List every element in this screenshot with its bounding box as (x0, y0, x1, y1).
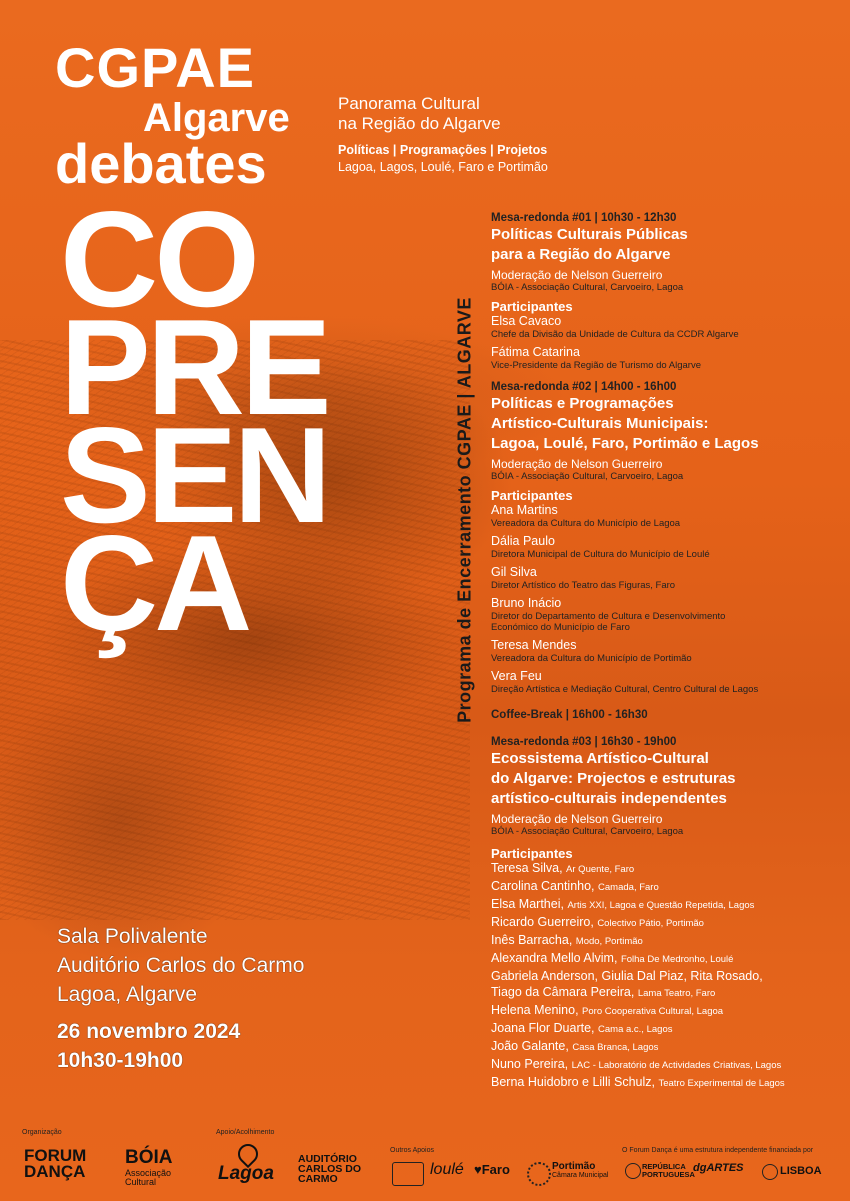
participant-organisation: Casa Branca, Lagos (572, 1042, 659, 1053)
participant-name: Ricardo Guerreiro, (491, 915, 594, 929)
auditorio-logo (298, 1154, 361, 1184)
republica-logo-text: REPÚBLICA (642, 1162, 686, 1171)
footer-logos (0, 1120, 850, 1201)
faro-logo-text: Faro (481, 1162, 510, 1177)
portimao-logo (552, 1162, 608, 1179)
participant-name: Teresa Mendes (491, 638, 577, 652)
session-1-title-2: para a Região do Algarve (491, 246, 671, 263)
participant-name: Joana Flor Duarte, (491, 1021, 595, 1035)
boia-logo-text: BÓIA (125, 1147, 173, 1168)
participant-name: Vera Feu (491, 669, 542, 683)
participant-name: Helena Menino, (491, 1003, 579, 1017)
other-support-label: Outros Apoios (390, 1147, 434, 1154)
participant-organisation: Folha De Medronho, Loulé (620, 954, 734, 965)
participant-name: Fátima Catarina (491, 345, 580, 359)
auditorio-logo-text: CARMO (298, 1173, 338, 1185)
session-2-title-1: Políticas e Programações (491, 395, 674, 412)
participant-name: Teresa Silva, (491, 861, 563, 875)
auditorio-logo-text: AUDITÓRIO (298, 1153, 357, 1165)
participant-organisation: Artis XXI, Lagoa e Questão Repetida, Lagos (567, 900, 755, 911)
session-3-moderation: Moderação de Nelson Guerreiro (491, 812, 663, 826)
participant-role: Diretor Artístico do Teatro das Figuras, Faro (491, 580, 676, 591)
event-subtitle (338, 94, 548, 176)
session-2-moderation: Moderação de Nelson Guerreiro (491, 457, 663, 471)
event-date: 26 novembro 2024 (57, 1020, 241, 1043)
participant-line (491, 950, 841, 968)
participant-name: Inês Barracha, (491, 933, 573, 947)
programme (491, 212, 841, 1092)
participant-line (491, 1002, 841, 1020)
vertical-title-text: Programa de Encerramento CGPAE | ALGARVE (454, 297, 475, 723)
lagoa-logo: Lagoa (218, 1163, 274, 1184)
boia-logo-sub: Associação (125, 1168, 172, 1178)
session-1-moderation-org: BÓIA - Associação Cultural, Carvoeiro, Lagoa (491, 282, 684, 293)
forum-logo-text: FORUM (24, 1146, 87, 1165)
big-word-line: SEN (60, 399, 328, 551)
venue-info (57, 922, 304, 1075)
participant-organisation: Camada, Faro (598, 882, 659, 893)
big-word-line: CO (60, 183, 256, 335)
portimao-logo-text: Portimão (552, 1161, 596, 1172)
session-1-title-1: Políticas Culturais Públicas (491, 226, 688, 243)
forum-danca-logo (24, 1148, 86, 1180)
participant-organisation: Cama a.c., Lagos (598, 1024, 673, 1035)
boia-logo (125, 1148, 173, 1187)
participant-organisation: Modo, Portimão (575, 936, 643, 947)
participant-role: Diretora Municipal de Cultura do Município de Loulé (491, 549, 710, 560)
participant-role: Económico do Município de Faro (491, 622, 630, 633)
participant-name: Carolina Cantinho, (491, 879, 595, 893)
republica-logo (642, 1163, 695, 1179)
title-algarve: Algarve (143, 96, 290, 140)
participant-line (491, 1056, 841, 1074)
participant-name: Tiago da Câmara Pereira, (491, 985, 635, 999)
heart-icon: ♥ (474, 1162, 482, 1177)
participant-role: Vereadora da Cultura do Município de Portimão (491, 653, 692, 664)
participant-line (491, 878, 841, 896)
republica-crest-icon (625, 1163, 641, 1179)
session-3-title-3: artístico-culturais independentes (491, 790, 727, 807)
participant-organisation: Colectivo Pátio, Portimão (597, 918, 704, 929)
participant-role: Direção Artística e Mediação Cultural, Centro Cultural de Lagos (491, 684, 759, 695)
auditorio-logo-text: CARLOS DO (298, 1163, 361, 1175)
title-cgpae: CGPAE (55, 36, 255, 99)
participant-name: Bruno Inácio (491, 596, 562, 610)
big-word-line: ÇA (60, 507, 249, 659)
venue-city: Lagoa, Algarve (57, 983, 198, 1006)
participant-name: Gabriela Anderson, Giulia Dal Piaz, Rita Rosado, (491, 969, 763, 983)
session-3-header: Mesa-redonda #03 | 16h30 - 19h00 (491, 736, 677, 748)
session-1-participants-label: Participantes (491, 299, 573, 314)
subtitle-line-1: Panorama Cultural (338, 94, 480, 113)
dgartes-logo: dgARTES (693, 1162, 744, 1174)
participant-name: Berna Huidobro e Lilli Schulz, (491, 1075, 655, 1089)
session-1-moderation: Moderação de Nelson Guerreiro (491, 268, 663, 282)
venue-room: Sala Polivalente (57, 925, 208, 948)
portimao-logo-sub: Câmara Municipal (552, 1172, 609, 1179)
subtitle-places: Lagoa, Lagos, Loulé, Faro e Portimão (338, 160, 548, 174)
participant-organisation: Lama Teatro, Faro (637, 988, 716, 999)
lagoa-municipality-icon (392, 1162, 424, 1186)
participant-line (491, 1074, 841, 1092)
lisboa-crest-icon (762, 1164, 778, 1180)
session-2-header: Mesa-redonda #02 | 14h00 - 16h00 (491, 381, 677, 393)
participant-name: Alexandra Mello Alvim, (491, 951, 618, 965)
participant-line (491, 860, 841, 878)
participant-role: Vice-Presidente da Região de Turismo do Algarve (491, 360, 702, 371)
participant-name: Dália Paulo (491, 534, 555, 548)
republica-logo-text: PORTUGUESA (642, 1170, 695, 1179)
participant-organisation: LAC - Laboratório de Actividades Criativas, Lagos (571, 1060, 782, 1071)
event-title (55, 36, 290, 195)
participant-line (491, 1038, 841, 1056)
participant-name: Ana Martins (491, 503, 558, 517)
session-3-participant-list (491, 860, 841, 1092)
participant-name: Elsa Cavaco (491, 314, 562, 328)
support-label: Apoio/Acolhimento (216, 1129, 275, 1136)
session-3-participants-label: Participantes (491, 846, 573, 861)
session-3-moderation-org: BÓIA - Associação Cultural, Carvoeiro, Lagoa (491, 826, 684, 837)
session-3-title-2: do Algarve: Projectos e estruturas (491, 770, 736, 787)
session-1-header: Mesa-redonda #01 | 10h30 - 12h30 (491, 212, 677, 224)
participant-organisation: Poro Cooperativa Cultural, Lagoa (582, 1006, 724, 1017)
big-word-line: PRE (60, 291, 328, 443)
participant-line (491, 932, 841, 950)
session-2-title-2: Artístico-Culturais Municipais: (491, 415, 709, 432)
participant-role: Diretor do Departamento de Cultura e Desenvolvimento (491, 611, 726, 622)
participant-organisation: Ar Quente, Faro (566, 864, 635, 875)
participant-name: João Galante, (491, 1039, 569, 1053)
subtitle-tags: Políticas | Programações | Projetos (338, 143, 548, 157)
participant-role: Chefe da Divisão da Unidade de Cultura da CCDR Algarve (491, 329, 739, 340)
vertical-programme-title (450, 210, 480, 810)
event-time: 10h30-19h00 (57, 1049, 184, 1072)
participant-name: Elsa Marthei, (491, 897, 564, 911)
funding-label: O Forum Dança é uma estrutura independente financiada por (622, 1147, 814, 1154)
loule-logo: loulé (430, 1161, 464, 1178)
session-2-title-3: Lagoa, Loulé, Faro, Portimão e Lagos (491, 435, 759, 452)
participant-organisation: Teatro Experimental de Lagos (658, 1078, 785, 1089)
boia-logo-sub: Cultural (125, 1177, 157, 1187)
participant-line (491, 968, 841, 984)
participant-name: Nuno Pereira, (491, 1057, 569, 1071)
participant-line (491, 1020, 841, 1038)
session-2-moderation-org: BÓIA - Associação Cultural, Carvoeiro, Lagoa (491, 471, 684, 482)
participant-line (491, 984, 841, 1002)
session-3-title-1: Ecossistema Artístico-Cultural (491, 750, 709, 767)
participant-line (491, 914, 841, 932)
organisation-label: Organização (22, 1129, 62, 1136)
participant-name: Gil Silva (491, 565, 537, 579)
lisboa-logo: LISBOA (780, 1165, 822, 1177)
participant-line (491, 896, 841, 914)
participant-role: Vereadora da Cultura do Município de Lagoa (491, 518, 681, 529)
venue-building: Auditório Carlos do Carmo (57, 954, 305, 977)
coffee-break: Coffee-Break | 16h00 - 16h30 (491, 709, 648, 721)
subtitle-line-2: na Região do Algarve (338, 114, 501, 133)
copresenca-word (60, 183, 328, 659)
danca-logo-text: DANÇA (24, 1162, 86, 1181)
session-2-participants-label: Participantes (491, 488, 573, 503)
faro-logo (474, 1163, 510, 1176)
title-debates: debates (55, 132, 267, 195)
portimao-sun-icon (527, 1162, 551, 1186)
